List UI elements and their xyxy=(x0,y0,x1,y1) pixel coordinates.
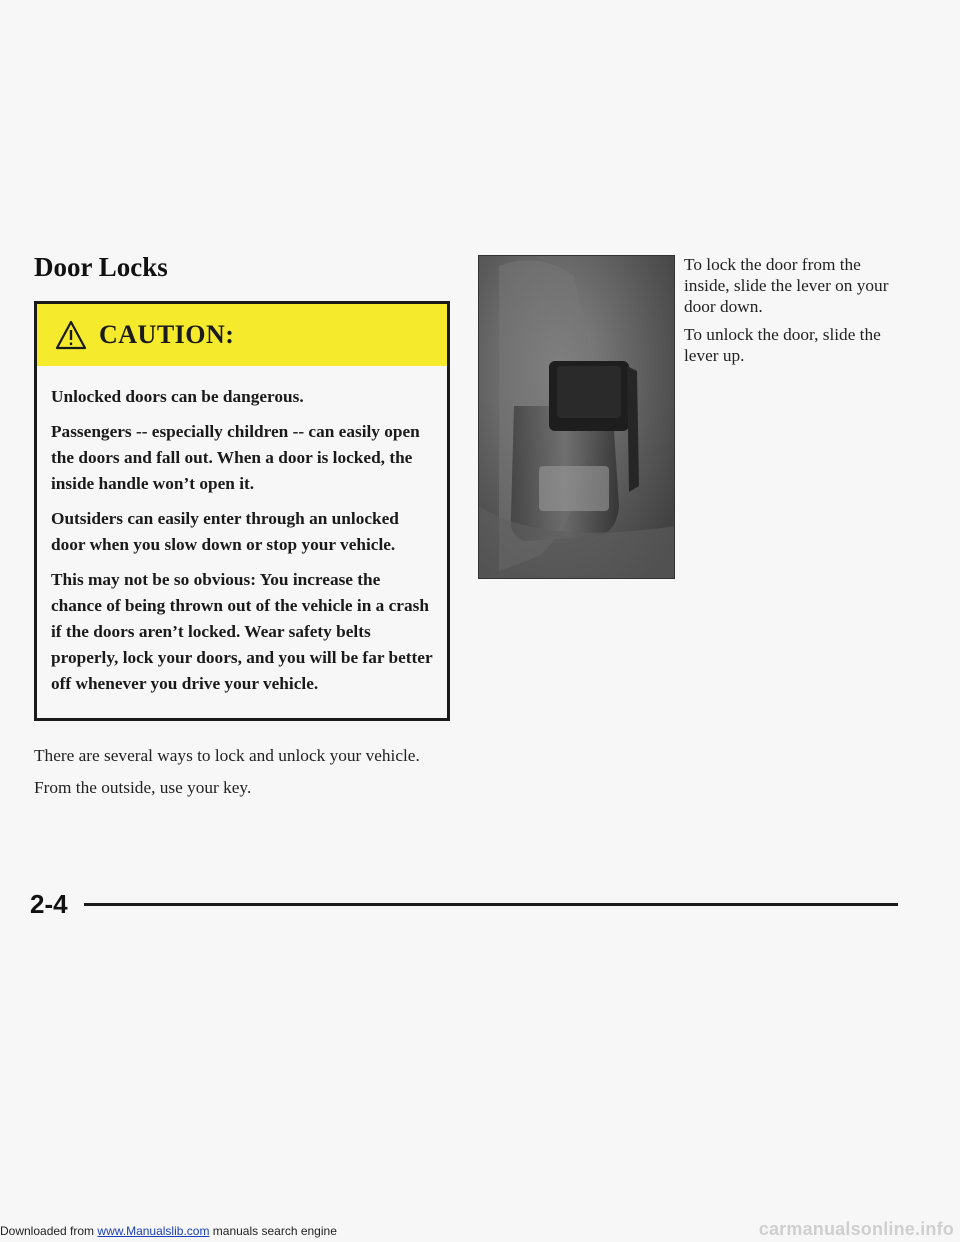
body-paragraph-several-ways: There are several ways to lock and unlock your vehicle. xyxy=(34,746,420,765)
door-lever-illustration xyxy=(479,256,675,579)
caution-box xyxy=(34,301,450,721)
download-footer xyxy=(0,1224,337,1238)
caution-body xyxy=(37,366,447,697)
page-number: 2-4 xyxy=(30,889,68,919)
caution-paragraph: This may not be so obvious: You increase the chance of being thrown out of the vehicle in a crash if the doors aren’t locked. Wear safety belts properly, lock your doors, and you will be far better off whenever you drive your vehicle. xyxy=(51,570,433,693)
footer-rule xyxy=(84,903,898,906)
site-watermark: carmanualsonline.info xyxy=(758,1219,954,1239)
footer-prefix: Downloaded from xyxy=(0,1224,95,1238)
manualslib-link[interactable]: www.Manualslib.com xyxy=(97,1224,210,1238)
caution-banner xyxy=(37,304,447,366)
right-column xyxy=(684,254,904,373)
caution-label: CAUTION: xyxy=(99,320,235,349)
body-paragraph-outside-key: From the outside, use your key. xyxy=(34,778,252,797)
footer-suffix: manuals search engine xyxy=(209,1224,337,1238)
lock-instruction: To lock the door from the inside, slide the lever on your door down. xyxy=(684,255,889,316)
section-title: Door Locks xyxy=(34,252,168,282)
unlock-instruction: To unlock the door, slide the lever up. xyxy=(684,325,881,365)
warning-triangle-icon xyxy=(55,320,87,350)
caution-paragraph: Outsiders can easily enter through an unlocked door when you slow down or stop your vehicle. xyxy=(51,509,399,554)
caution-paragraph: Passengers -- especially children -- can easily open the doors and fall out. When a door is locked, the inside handle won’t open it. xyxy=(51,422,420,493)
caution-paragraph: Unlocked doors can be dangerous. xyxy=(51,387,304,406)
door-lever-photo xyxy=(478,255,675,579)
